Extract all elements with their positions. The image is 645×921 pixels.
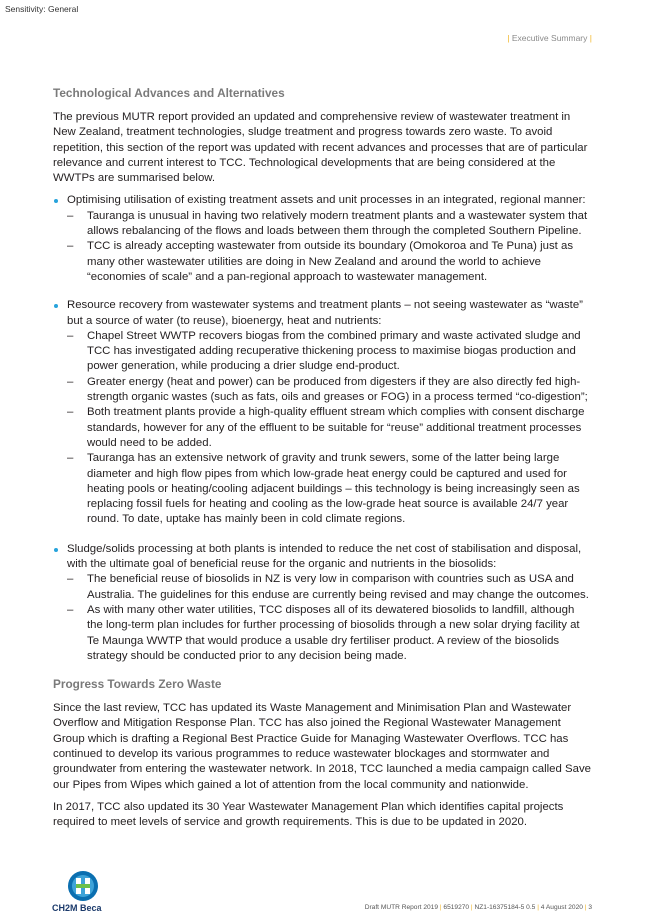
sub-bullet-item: – Tauranga is unusual in having two relatively modern treatment plants and a wastewater system that allows rebalancing of the flows and loads between them through the completed Southern Pipeline. (67, 209, 593, 240)
footer-doc-title: Draft MUTR Report 2019 (364, 904, 438, 911)
sub-bullet-item: – Tauranga has an extensive network of gravity and trunk sewers, some of the latter being large diameter and high flow pipes from which low-grade heat energy could be captured and used for heating pools or heating/cooling adjacent buildings – this technology is being increasingly seen as replacing fossil fuels for heating and cooling as the low-grade heat source is available 24/7 year round. To date, uptake has mainly been in cold climate regions. (67, 451, 593, 527)
sub-bullet-list (67, 572, 593, 664)
page-number: 3 (588, 904, 592, 911)
footer-ref-1: 6519270 (443, 904, 470, 911)
bullet-text: Optimising utilisation of existing treatment assets and unit processes in an integrated, regional manner: (67, 194, 586, 207)
bullet-text: Resource recovery from wastewater systems and treatment plants – not seeing wastewater as “waste” but a source of water (to reuse), bioenergy, heat and nutrients: (67, 299, 583, 327)
header-divider-right: | (589, 33, 592, 43)
footer-divider: | (470, 904, 473, 911)
sub-bullet-item: – Both treatment plants provide a high-quality effluent stream which complies with consent discharge standards, however for any of the effluent to be suitable for “reuse” additional treatment processes would need to be added. (67, 405, 593, 451)
footer-date: 4 August 2020 (540, 904, 583, 911)
bullet-item (53, 542, 593, 664)
sub-bullet-item: – The beneficial reuse of biosolids in NZ is very low in comparison with countries such as USA and Australia. The guidelines for this enduse are currently being revised and may change the outcomes. (67, 572, 593, 603)
sub-bullet-item: – As with many other water utilities, TCC disposes all of its dewatered biosolids to landfill, although the long-term plan includes for further processing of biosolids through a new solar drying facility at Te Maunga WWTP that would produce a usable dry fertiliser product. A review of the biosolids strategy should be conducted prior to any decision being made. (67, 603, 593, 664)
bullet-text: Sludge/solids processing at both plants is intended to reduce the net cost of stabilisation and disposal, with the ultimate goal of beneficial reuse for the organic and nutrients in the biosolids: (67, 542, 582, 571)
sensitivity-label: Sensitivity: General (5, 4, 79, 14)
footer-divider: | (537, 904, 539, 911)
header-section-title: Executive Summary (511, 33, 588, 43)
bullet-item (53, 193, 593, 285)
page-footer (365, 904, 592, 911)
running-header (507, 33, 592, 43)
sub-bullet-list (67, 209, 593, 285)
sub-bullet-item: – Greater energy (heat and power) can be produced from digesters if they are also directly fed high-strength organic wastes (such as fats, oils and greases or FOG) in a process termed “co-digestion”; (67, 375, 593, 406)
tech-bullet-list (53, 193, 593, 664)
bullet-item (53, 298, 593, 527)
footer-ref-2: NZ1-16375184-5 0.5 (474, 904, 536, 911)
zero-waste-paragraph-1: Since the last review, TCC has updated its Waste Management and Minimisation Plan and Wastewater Overflow and Mitigation Response Plan. TCC has also joined the Regional Wastewater Management Group which is drafting a Regional Best Practice Guide for Managing Wastewater Overflows. TCC has continued to develop its various programmes to reduce wastewater blockages and stormwater and groundwater from entering the wastewater network. In 2018, TCC launched a media campaign called Save our Pipes from Wipes which gained a lot of attention from the local community and nationwide. (53, 702, 591, 791)
sub-bullet-item: – TCC is already accepting wastewater from outside its boundary (Omokoroa and Te Puna) just as many other wastewater utilities are doing in New Zealand and around the world to achieve “economies of scale” and a pan-regional approach to wastewater management. (67, 239, 593, 285)
sub-bullet-item: – Chapel Street WWTP recovers biogas from the combined primary and waste activated sludge and TCC has investigated adding recuperative thickening process to maximise biogas production and power generation, while producing a drier sludge end-product. (67, 329, 593, 375)
header-divider-left: | (507, 33, 510, 43)
footer-divider: | (439, 904, 442, 911)
sub-bullet-list (67, 329, 593, 528)
zero-waste-heading: Progress Towards Zero Waste (53, 677, 222, 692)
tech-intro-paragraph: The previous MUTR report provided an updated and comprehensive review of wastewater treatment in New Zealand, treatment technologies, sludge treatment and progress towards zero waste. To avoid repetition, this section of the report was updated with recent advances and processes that are of particular relevance and current interest to TCC. Technological developments that are being considered at the WWTPs are summarised below. (53, 111, 588, 185)
page-body (53, 86, 593, 830)
footer-divider: | (584, 904, 587, 911)
logo-wordmark: CH2M Beca (52, 903, 102, 913)
zero-waste-paragraph-2: In 2017, TCC also updated its 30 Year Wastewater Management Plan which identifies capital projects required to meet levels of service and growth requirements. This is due to be updated in 2020. (53, 800, 564, 829)
tech-heading: Technological Advances and Alternatives (53, 86, 285, 100)
